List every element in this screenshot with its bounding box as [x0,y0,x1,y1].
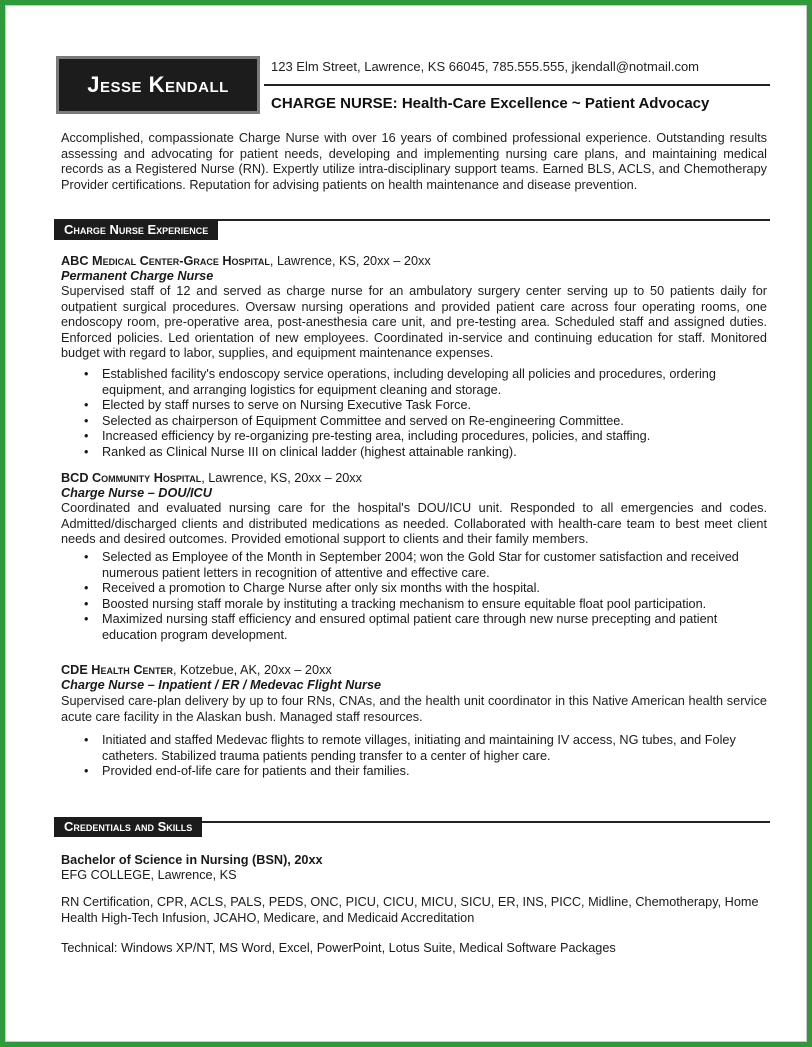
job-2-description: Coordinated and evaluated nursing care for the hospital's DOU/ICU unit. Responded to all emergencies and codes. Admitted/discharged clients and distributed medications as needed. Collaborated with health-care team to best meet client needs and desired outcomes. Provided emotional support to clients and their family members. [61,501,767,546]
job-1-bullets [84,367,764,460]
list-item: • Ranked as Clinical Nurse III on clinical ladder (highest attainable ranking). [84,445,764,461]
job-2-location: , Lawrence, KS, 20xx – 20xx [201,471,362,485]
header-divider [264,84,770,86]
list-item: • Maximized nursing staff efficiency and ensured optimal patient care through new nurse precepting and patient education program development. [84,612,764,643]
technical-skills: Technical: Windows XP/NT, MS Word, Excel, PowerPoint, Lotus Suite, Medical Software Packages [61,941,616,955]
job-2-bullets [84,550,764,643]
job-1-location: , Lawrence, KS, 20xx – 20xx [269,254,431,268]
name-box [56,56,260,114]
credentials-heading: Credentials and Skills [54,817,202,837]
school: EFG COLLEGE, Lawrence, KS [61,868,237,882]
list-item: • Provided end-of-life care for patients and their families. [84,764,764,780]
job-3-employer: CDE Health Center [61,663,173,677]
list-item: • Boosted nursing staff morale by instituting a tracking mechanism to ensure equitable float pool participation. [84,597,764,613]
job-3-title: Charge Nurse – Inpatient / ER / Medevac Flight Nurse [61,678,382,692]
list-item: • Initiated and staffed Medevac flights to remote villages, initiating and maintaining IV access, NG tubes, and Foley catheters. Stabilized trauma patients pending transfer to a center of higher care. [84,733,764,764]
list-item: • Increased efficiency by re-organizing pre-testing area, including procedures, policies, and staffing. [84,429,764,445]
job-3-bullets [84,733,764,780]
job-3-header [61,663,332,677]
summary: Accomplished, compassionate Charge Nurse with over 16 years of combined professional experience. Outstanding results assessing and advocating for patient needs, developing and implementing nursing care plans, and maintaining medical records as a Registered Nurse (RN). Expertly utilize intra-disciplinary support teams. Earned BLS, ACLS, and Chemotherapy Provider certifications. Reputation for advising patients on health maintenance and disease prevention. [61,131,767,192]
job-2-header [61,471,362,485]
contact-line: 123 Elm Street, Lawrence, KS 66045, 785.555.555, jkendall@notmail.com [271,59,700,74]
certifications: RN Certification, CPR, ACLS, PALS, PEDS, ONC, PICU, CICU, MICU, SICU, ER, INS, PICC, Midline, Chemotherapy, Home Health High-Tech Infusion, JCAHO, Medicare, and Medicaid Accreditation [61,895,759,925]
job-1-employer: ABC Medical Center-Grace Hospital [61,254,270,268]
job-1-description: Supervised staff of 12 and served as charge nurse for an ambulatory surgery center serving up to 50 patients daily for outpatient surgical procedures. Oversaw nursing operations and provided patient care across four operating rooms, one endoscopy room, pre-operative area, post-anesthesia care unit, and pre-testing area. Scheduled staff and assigned duties. Enforced policies. Led orientation of new employees. Coordinated in-service and continuing education for staff. Monitored budget with regard to labor, supplies, and equipment maintenance expenses. [61,284,767,360]
job-2-employer: BCD Community Hospital [61,471,202,485]
job-2-title: Charge Nurse – DOU/ICU [61,486,212,500]
list-item: • Received a promotion to Charge Nurse after only six months with the hospital. [84,581,764,597]
job-1-title: Permanent Charge Nurse [61,269,214,283]
list-item: • Elected by staff nurses to serve on Nursing Executive Task Force. [84,398,764,414]
experience-heading: Charge Nurse Experience [54,220,218,240]
resume-page [5,5,807,1042]
job-3-description: Supervised care-plan delivery by up to four RNs, CNAs, and the health unit coordinator in this Native American health service acute care facility in the Alaskan bush. Managed staff resources. [61,694,767,724]
headline: CHARGE NURSE: Health-Care Excellence ~ Patient Advocacy [271,95,710,112]
candidate-name: Jesse Kendall [87,72,229,97]
job-1-header [61,254,431,268]
degree: Bachelor of Science in Nursing (BSN), 20xx [61,853,323,867]
list-item: • Selected as Employee of the Month in September 2004; won the Gold Star for customer satisfaction and received numerous patient letters in recognition of attentive and effective care. [84,550,764,581]
list-item: • Established facility's endoscopy service operations, including developing all policies and procedures, ordering equipment, and arranging logistics for equipment cleaning and storage. [84,367,764,398]
job-3-location: , Kotzebue, AK, 20xx – 20xx [173,663,332,677]
list-item: • Selected as chairperson of Equipment Committee and served on Re-engineering Committee. [84,414,764,430]
